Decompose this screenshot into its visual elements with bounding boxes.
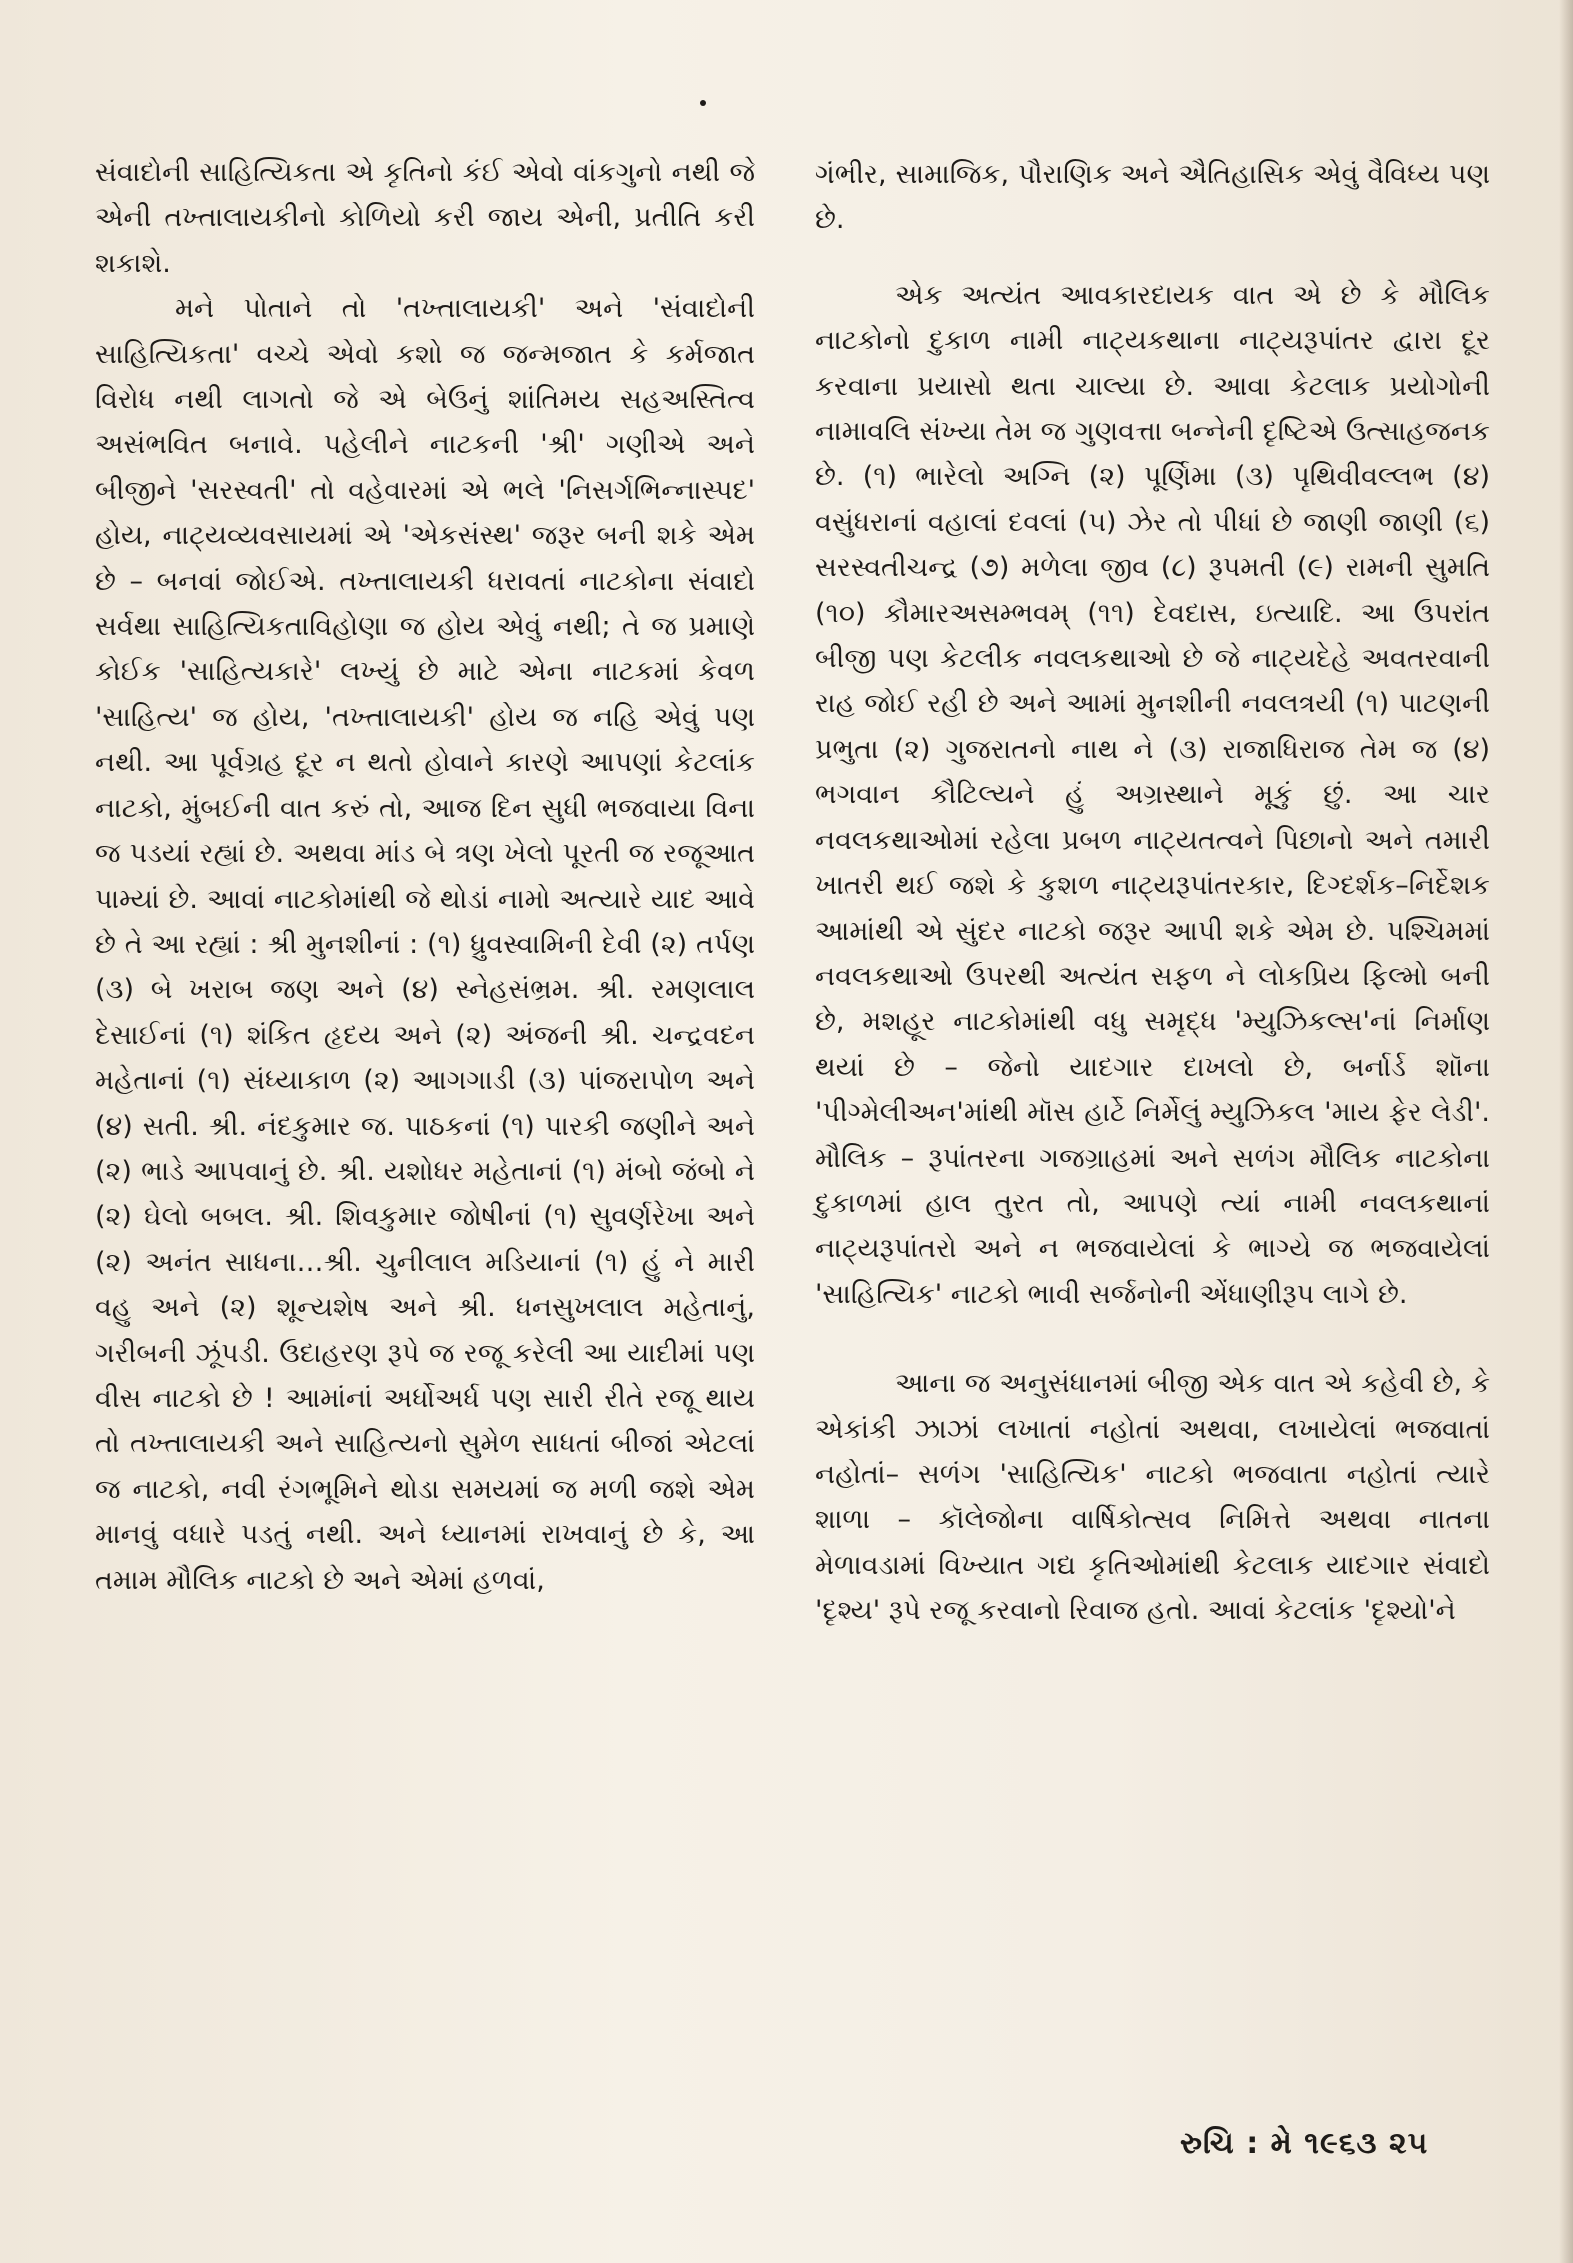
right-paragraph-1: ગંભીર, સામાજિક, પૌરાણિક અને ઐતિહાસિક એવું વૈવિધ્ય પણ છે.	[815, 159, 1490, 236]
ink-dot	[700, 100, 706, 106]
left-column	[95, 150, 755, 1603]
right-paragraph-3: આના જ અનુસંધાનમાં બીજી એક વાત એ કહેવી છે, કે એકાંકી ઝાઝાં લખાતાં નહોતાં અથવા, લખાયેલાં ભજવાતાં નહોતાં– સળંગ 'સાહિત્યિક' નાટકો ભજવાતા નહોતાં ત્યારે શાળા – કૉલેજોના વાર્ષિકોત્સવ નિમિત્તે અથવા નાતના મેળાવડામાં વિખ્યાત ગદ્ય કૃતિઓમાંથી કેટલાક યાદગાર સંવાદો 'દૃશ્ય' રૂપે રજૂ કરવાનો રિવાજ હતો. આવાં કેટલાંક 'દૃશ્યો'ને	[815, 1368, 1490, 1627]
page-edge-shadow	[1559, 0, 1573, 2263]
page-footer: રુચિ : મે ૧૯૬૩ ૨૫	[1180, 2126, 1429, 2161]
right-column	[815, 152, 1490, 1634]
left-paragraph-1: સંવાદોની સાહિત્યિકતા એ કૃતિનો કંઈ એવો વાંકગુનો નથી જે એની તખ્તાલાયકીનો કોળિયો કરી જાય એની, પ્રતીતિ કરી શકાશે.	[95, 157, 755, 279]
right-paragraph-2: એક અત્યંત આવકારદાયક વાત એ છે કે મૌલિક નાટકોનો દુકાળ નામી નાટ્યકથાના નાટ્યરૂપાંતર દ્વારા દૂર કરવાના પ્રયાસો થતા ચાલ્યા છે. આવા કેટલાક પ્રયોગોની નામાવલિ સંખ્યા તેમ જ ગુણવત્તા બન્નેની દૃષ્ટિએ ઉત્સાહજનક છે. (૧) ભારેલો અગ્નિ (૨) પૂર્ણિમા (૩) પૃથિવીવલ્લભ (૪) વસુંધરાનાં વહાલાં દવલાં (૫) ઝેર તો પીધાં છે જાણી જાણી (૬) સરસ્વતીચન્દ્ર (૭) મળેલા જીવ (૮) રૂપમતી (૯) રામની સુમતિ (૧૦) કૌમારઅસમ્ભવમ્ (૧૧) દેવદાસ, ઇત્યાદિ. આ ઉપરાંત બીજી પણ કેટલીક નવલકથાઓ છે જે નાટ્યદેહે અવતરવાની રાહ જોઈ રહી છે અને આમાં મુનશીની નવલત્રયી (૧) પાટણની પ્રભુતા (૨) ગુજરાતનો નાથ ને (૩) રાજાધિરાજ તેમ જ (૪) ભગવાન કૌટિલ્યને હું અગ્રસ્થાને મૂકું છું. આ ચાર નવલકથાઓમાં રહેલા પ્રબળ નાટ્યતત્વને પિછાનો અને તમારી ખાતરી થઈ જશે કે કુશળ નાટ્યરૂપાંતરકાર, દિગ્દર્શક–નિર્દેશક આમાંથી એ સુંદર નાટકો જરૂર આપી શકે એમ છે. પશ્ચિમમાં નવલકથાઓ ઉપરથી અત્યંત સફળ ને લોકપ્રિય ફિલ્મો બની છે, મશહૂર નાટકોમાંથી વધુ સમૃદ્ધ 'મ્યુઝિકલ્સ'નાં નિર્માણ થયાં છે – જેનો યાદગાર દાખલો છે, બર્નાર્ડ શૉના 'પીગ્મેલીઅન'માંથી મૉસ હાર્ટે નિર્મેલું મ્યુઝિકલ 'માય ફેર લેડી'. મૌલિક – રૂપાંતરના ગજગ્રાહમાં અને સળંગ મૌલિક નાટકોના દુકાળમાં હાલ તુરત તો, આપણે ત્યાં નામી નવલકથાનાં નાટ્યરૂપાંતરો અને ન ભજવાયેલાં કે ભાગ્યે જ ભજવાયેલાં 'સાહિત્યિક' નાટકો ભાવી સર્જનોની એંધાણીરૂપ લાગે છે.	[815, 279, 1490, 1310]
left-paragraph-2: મને પોતાને તો 'તખ્તાલાયકી' અને 'સંવાદોની સાહિત્યિકતા' વચ્ચે એવો કશો જ જન્મજાત કે કર્મજાત વિરોધ નથી લાગતો જે એ બેઉનું શાંતિમય સહઅસ્તિત્વ અસંભવિત બનાવે. પહેલીને નાટકની 'શ્રી' ગણીએ અને બીજીને 'સરસ્વતી' તો વહેવારમાં એ ભલે 'નિસર્ગભિન્નાસ્પદ' હોય, નાટ્યવ્યવસાયમાં એ 'એકસંસ્થ' જરૂર બની શકે એમ છે – બનવાં જોઈએ. તખ્તાલાયકી ધરાવતાં નાટકોના સંવાદો સર્વથા સાહિત્યિકતાવિહોણા જ હોય એવું નથી; તે જ પ્રમાણે કોઈક 'સાહિત્યકારે' લખ્યું છે માટે એના નાટકમાં કેવળ 'સાહિત્ય' જ હોય, 'તખ્તાલાયકી' હોય જ નહિ એવું પણ નથી. આ પૂર્વગ્રહ દૂર ન થતો હોવાને કારણે આપણાં કેટલાંક નાટકો, મુંબઈની વાત કરું તો, આજ દિન સુધી ભજવાયા વિના જ પડયાં રહ્યાં છે. અથવા માંડ બે ત્રણ ખેલો પૂરતી જ રજૂઆત પામ્યાં છે. આવાં નાટકોમાંથી જે થોડાં નામો અત્યારે યાદ આવે છે તે આ રહ્યાં : શ્રી મુનશીનાં : (૧) ધ્રુવસ્વામિની દેવી (૨) તર્પણ (૩) બે ખરાબ જણ અને (૪) સ્નેહસંભ્રમ. શ્રી. રમણલાલ દેસાઈનાં (૧) શંકિત હૃદય અને (૨) અંજની શ્રી. ચન્દ્રવદન મહેતાનાં (૧) સંધ્યાકાળ (૨) આગગાડી (૩) પાંજરાપોળ અને (૪) સતી. શ્રી. નંદકુમાર જ. પાઠકનાં (૧) પારકી જણીને અને (૨) ભાડે આપવાનું છે. શ્રી. યશોધર મહેતાનાં (૧) મંબો જંબો ને (૨) ઘેલો બબલ. શ્રી. શિવકુમાર જોષીનાં (૧) સુવર્ણરેખા અને (૨) અનંત સાધના…શ્રી. ચુનીલાલ મડિયાનાં (૧) હું ને મારી વહુ અને (૨) શૂન્યશેષ અને શ્રી. ધનસુખલાલ મહેતાનું, ગરીબની ઝૂંપડી. ઉદાહરણ રૂપે જ રજૂ કરેલી આ યાદીમાં પણ વીસ નાટકો છે ! આમાંનાં અર્ધોઅર્ધ પણ સારી રીતે રજૂ થાય તો તખ્તાલાયકી અને સાહિત્યનો સુમેળ સાધતાં બીજાં એટલાં જ નાટકો, નવી રંગભૂમિને થોડા સમયમાં જ મળી જશે એમ માનવું વધારે પડતું નથી. અને ધ્યાનમાં રાખવાનું છે કે, આ તમામ મૌલિક નાટકો છે અને એમાં હળવાં,	[95, 293, 755, 1596]
